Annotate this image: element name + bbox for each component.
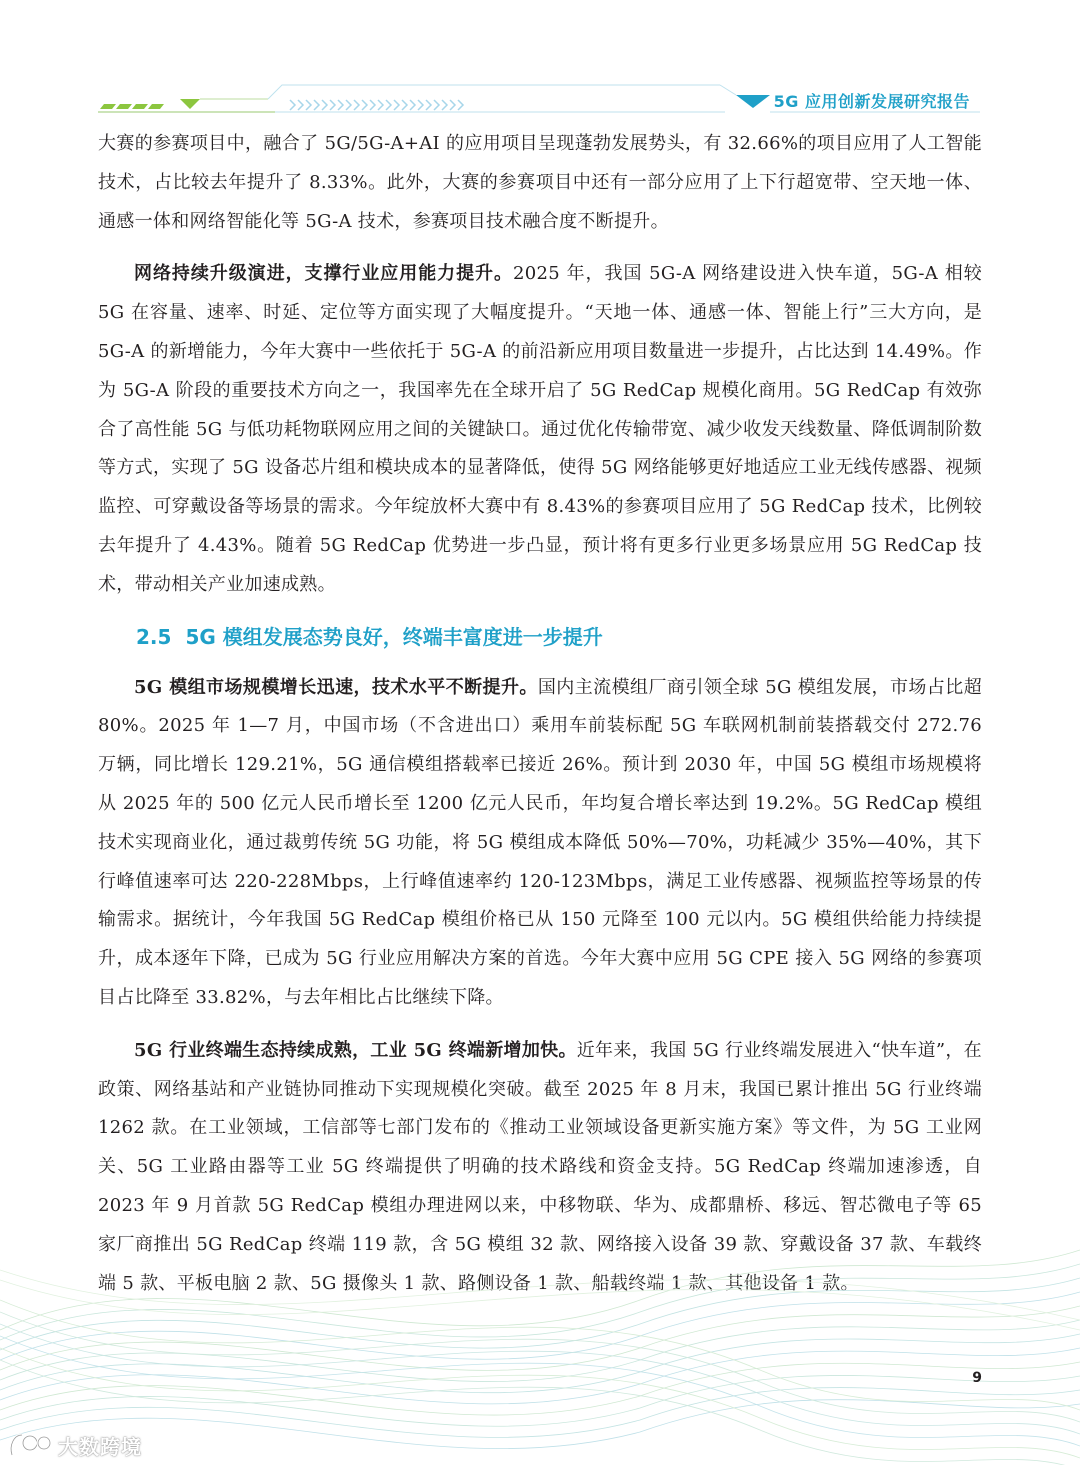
paragraph-lead: 5G 模组市场规模增长迅速，技术水平不断提升。: [134, 676, 538, 698]
paragraph-lead: 网络持续升级演进，支撑行业应用能力提升。: [134, 263, 513, 285]
decorative-wave-lines: [0, 1180, 1080, 1465]
watermark-text: 大数跨境: [58, 1434, 142, 1459]
section-heading: [136, 621, 982, 653]
header-chevrons: [290, 100, 463, 110]
paragraph-text: 近年来，我国 5G 行业终端发展进入“快车道”，在政策、网络基站和产业链协同推动下实现规模化突破。截至 2025 年 8 月末，我国已累计推出 5G 行业终端 1262 款。在工业领域，工信部等七部门发布的《推动工业领域设备更新实施方案》等文件，为 5G 工业网关、5G 工业路由器等工业 5G 终端提供了明确的技术路线和资金支持。5G RedCap 终端加速渗透，自 2023 年 9 月首款 5G RedCap 模组办理进网以来，中移物联、华为、成都鼎桥、移远、智芯微电子等 65 家厂商推出 5G RedCap 终端 119 款，含 5G 模组 32 款、网络接入设备 39 款、穿戴设备 37 款、车载终端 5 款、平板电脑 2 款、5G 摄像头 1 款、路侧设备 1 款、船载终端 1 款、其他设备 1 款。: [98, 1039, 982, 1294]
paragraph-text: 大赛的参赛项目中，融合了 5G/5G-A+AI 的应用项目呈现蓬勃发展势头，有 32.66%的项目应用了人工智能技术，占比较去年提升了 8.33%。此外，大赛的参赛项目中还有一部分应用了上下行超宽带、空天地一体、通感一体和网络智能化等 5G-A 技术，参赛项目技术融合度不断提升。: [98, 133, 982, 232]
paragraph-lead: 5G 行业终端生态持续成熟，工业 5G 终端新增加快。: [134, 1039, 577, 1061]
watermark: [8, 1428, 142, 1462]
header-blue-arrow-icon: [736, 95, 770, 108]
main-content: [98, 125, 982, 1303]
paragraph-network-evolution: [98, 255, 982, 604]
paragraph-text: 2025 年，我国 5G-A 网络建设进入快车道，5G-A 相较 5G 在容量、速率、时延、定位等方面实现了大幅度提升。“天地一体、通感一体、智能上行”三大方向，是 5G-A 的新增能力，今年大赛中一些依托于 5G-A 的前沿新应用项目数量进一步提升，占比达到 14.49%。作为 5G-A 阶段的重要技术方向之一，我国率先在全球开启了 5G RedCap 规模化商用。5G RedCap 有效弥合了高性能 5G 与低功耗物联网应用之间的关键缺口。通过优化传输带宽、减少收发天线数量、降低调制阶数等方式，实现了 5G 设备芯片组和模块成本的显著降低，使得 5G 网络能够更好地适应工业无线传感器、视频监控、可穿戴设备等场景的需求。今年绽放杯大赛中有 8.43%的参赛项目应用了 5G RedCap 技术，比例较去年提升了 4.43%。随着 5G RedCap 优势进一步凸显，预计将有更多行业更多场景应用 5G RedCap 技术，带动相关产业加速成熟。: [98, 263, 983, 595]
header-stripe-dashes: [100, 104, 164, 109]
page-number: 9: [972, 1370, 982, 1386]
section-number: 2.5: [136, 624, 172, 649]
section-title: 5G 模组发展态势良好，终端丰富度进一步提升: [185, 624, 603, 649]
report-title: 5G 应用创新发展研究报告: [773, 92, 970, 111]
page-header: [0, 78, 1080, 128]
watermark-logo-icon: [8, 1431, 52, 1459]
paragraph-continuation: [98, 125, 982, 241]
header-green-arrow-icon: [180, 99, 200, 109]
paragraph-module-market: [98, 669, 982, 1018]
paragraph-text: 国内主流模组厂商引领全球 5G 模组发展，市场占比超 80%。2025 年 1—7 月，中国市场（不含进出口）乘用车前装标配 5G 车联网机制前装搭载交付 272.76 万辆，同比增长 129.21%，5G 通信模组搭载率已接近 26%。预计到 2030 年，中国 5G 模组市场规模将从 2025 年的 500 亿元人民币增长至 1200 亿元人民币，年均复合增长率达到 19.2%。5G RedCap 模组技术实现商业化，通过裁剪传统 5G 功能，将 5G 模组成本降低 50%—70%，功耗减少 35%—40%，其下行峰值速率可达 220-228Mbps，上行峰值速率约 120-123Mbps，满足工业传感器、视频监控等场景的传输需求。据统计，今年我国 5G RedCap 模组价格已从 150 元降至 100 元以内。5G 模组供给能力持续提升，成本逐年下降，已成为 5G 行业应用解决方案的首选。今年大赛中应用 5G CPE 接入 5G 网络的参赛项目占比降至 33.82%，与去年相比占比继续下降。: [98, 676, 982, 1008]
